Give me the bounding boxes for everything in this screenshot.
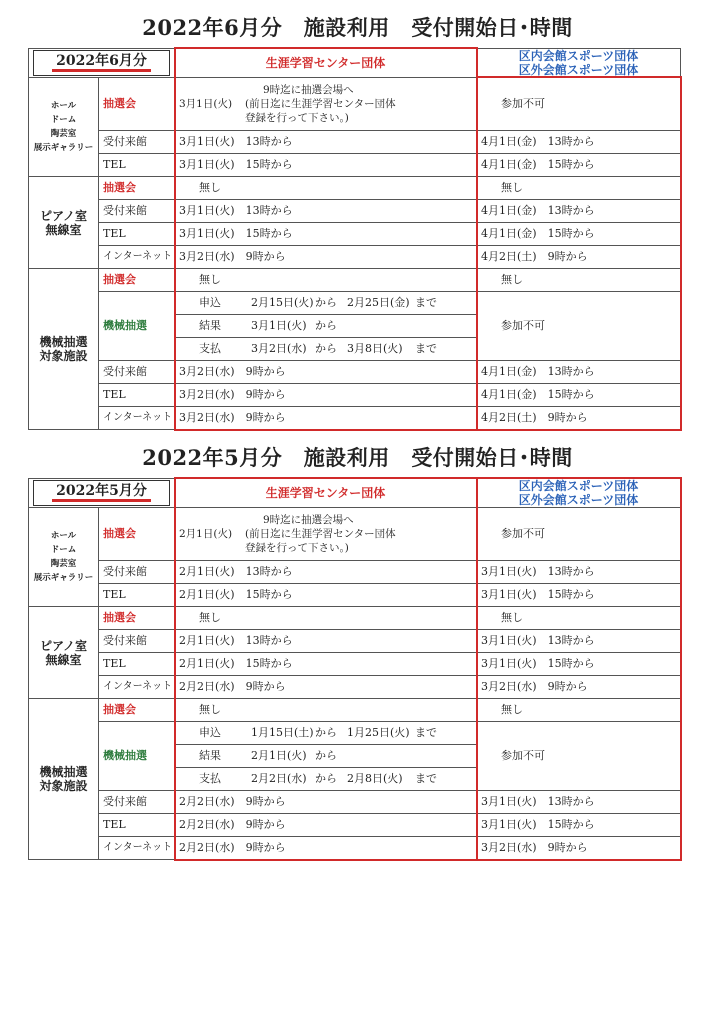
lottery-note-line: 登録を行って下さい。) [245,542,349,554]
table-header-row [29,49,681,78]
table-row [29,246,681,269]
internet-center-cell: 2月2日(水) 9時から [175,837,477,860]
payment-until: まで [415,772,437,785]
row-label-tel: TEL [99,154,175,177]
row-label-tel: TEL [99,223,175,246]
table-row [29,200,681,223]
month-cell [29,49,175,78]
apply-period-cell [175,722,477,745]
internet-other-cell: 3月2日(水) 9時から [477,676,681,699]
table-header-row [29,479,681,508]
header-center-group: 生涯学習センター団体 [175,479,477,508]
header-center-group: 生涯学習センター団体 [175,49,477,78]
result-label: 結果 [199,749,221,762]
facility-name: 無線室 [45,652,82,667]
page-title: 2022年5月分 施設利用 受付開始日･時間 [142,445,573,470]
header-ward-out: 区外会館スポーツ団体 [518,63,639,77]
lottery-center-cell: 無し [175,269,477,292]
facility-name: ピアノ室 [39,638,88,653]
lottery-other-cell: 無し [477,699,681,722]
row-label-visit: 受付来館 [99,791,175,814]
facility-name: 無線室 [45,222,82,237]
payment-end: 3月8日(火) [347,342,403,355]
facility-name: ドーム [50,115,77,125]
payment-period-cell [175,338,477,361]
row-label-tel: TEL [99,584,175,607]
tel-center-cell: 3月2日(水) 9時から [175,384,477,407]
table-row [29,837,681,860]
schedule-section [0,8,715,430]
lottery-center-cell [175,78,477,131]
tel-other-cell: 4月1日(金) 15時から [477,384,681,407]
row-label-lottery: 抽選会 [99,607,175,630]
row-label-internet: インターネット [99,407,175,430]
facility-name: ホール [50,101,77,111]
internet-other-cell: 4月2日(土) 9時から [477,407,681,430]
facility-name: 機械抽選 [39,335,88,349]
facility-name: 対象施設 [39,779,88,793]
row-label-lottery: 抽選会 [99,699,175,722]
facility-hall-group [29,508,99,607]
table-row [29,676,681,699]
machine-other-cell: 参加不可 [477,292,681,361]
visit-center-cell: 2月2日(水) 9時から [175,791,477,814]
table-row [29,699,681,722]
tel-center-cell: 3月1日(火) 15時から [175,154,477,177]
visit-center-cell: 3月1日(火) 13時から [175,131,477,154]
lottery-other-cell: 無し [477,607,681,630]
row-label-internet: インターネット [99,676,175,699]
lottery-center-cell: 無し [175,699,477,722]
result-from: から [315,319,337,332]
lottery-note-line: (前日迄に生涯学習センター団体 [245,98,396,110]
apply-end: 2月25日(金) [347,296,410,309]
facility-hall-group [29,78,99,177]
facility-piano-group [29,607,99,699]
result-label: 結果 [199,319,221,332]
row-label-visit: 受付来館 [99,561,175,584]
tel-center-cell: 2月2日(水) 9時から [175,814,477,837]
result-date: 2月1日(火) [251,749,307,762]
header-sports-groups [477,49,681,78]
row-label-visit: 受付来館 [99,361,175,384]
header-sports-groups [477,479,681,508]
payment-from: から [315,772,337,785]
row-label-lottery: 抽選会 [99,269,175,292]
facility-machine-group [29,699,99,860]
apply-until: まで [415,296,437,309]
visit-other-cell: 4月1日(金) 13時から [477,361,681,384]
lottery-date: 3月1日(火) [179,98,233,110]
facility-name: ドーム [50,545,77,555]
facility-name: 陶芸室 [50,129,77,139]
lottery-other-cell: 参加不可 [477,508,681,561]
table-row [29,653,681,676]
internet-other-cell: 3月2日(水) 9時から [477,837,681,860]
schedule-table [28,478,681,860]
lottery-other-cell: 参加不可 [477,78,681,131]
visit-center-cell: 3月1日(火) 13時から [175,200,477,223]
row-label-machine-lottery: 機械抽選 [99,722,175,791]
table-row [29,177,681,200]
table-row [29,384,681,407]
apply-from: から [315,296,337,309]
apply-until: まで [415,726,437,739]
header-ward-out: 区外会館スポーツ団体 [518,493,639,507]
apply-period-cell [175,292,477,315]
apply-start: 1月15日(土) [251,726,314,739]
payment-period-cell [175,768,477,791]
facility-name: 展示ギャラリー [33,143,94,153]
row-label-visit: 受付来館 [99,200,175,223]
tel-center-cell: 2月1日(火) 15時から [175,584,477,607]
table-row [29,607,681,630]
row-label-lottery: 抽選会 [99,508,175,561]
internet-center-cell: 3月2日(水) 9時から [175,246,477,269]
lottery-note-line: 登録を行って下さい。) [245,112,349,124]
tel-other-cell: 3月1日(火) 15時から [477,814,681,837]
page-title: 2022年6月分 施設利用 受付開始日･時間 [142,15,573,40]
table-row [29,361,681,384]
row-label-tel: TEL [99,814,175,837]
facility-name: ピアノ室 [39,208,88,223]
facility-name: 展示ギャラリー [33,573,94,583]
table-row [29,154,681,177]
lottery-note-line: 9時迄に抽選会場へ [263,514,354,526]
visit-other-cell: 4月1日(金) 13時から [477,200,681,223]
month-label: 2022年5月分 [52,484,151,502]
lottery-other-cell: 無し [477,177,681,200]
lottery-center-cell: 無し [175,607,477,630]
internet-other-cell: 4月2日(土) 9時から [477,246,681,269]
table-row [29,791,681,814]
tel-other-cell: 4月1日(金) 15時から [477,154,681,177]
apply-label: 申込 [199,726,221,739]
payment-label: 支払 [199,342,221,355]
payment-from: から [315,342,337,355]
table-row [29,78,681,131]
facility-machine-group [29,269,99,430]
payment-start: 3月2日(水) [251,342,307,355]
month-label: 2022年6月分 [52,54,151,72]
row-label-internet: インターネット [99,246,175,269]
payment-label: 支払 [199,772,221,785]
payment-start: 2月2日(水) [251,772,307,785]
row-label-machine-lottery: 機械抽選 [99,292,175,361]
result-cell [175,745,477,768]
lottery-center-cell [175,508,477,561]
row-label-lottery: 抽選会 [99,78,175,131]
machine-other-cell: 参加不可 [477,722,681,791]
header-ward-in: 区内会館スポーツ団体 [518,479,639,493]
visit-other-cell: 3月1日(火) 13時から [477,561,681,584]
table-row [29,269,681,292]
tel-center-cell: 3月1日(火) 15時から [175,223,477,246]
result-from: から [315,749,337,762]
visit-other-cell: 4月1日(金) 13時から [477,131,681,154]
table-row [29,131,681,154]
tel-other-cell: 3月1日(火) 15時から [477,653,681,676]
payment-until: まで [415,342,437,355]
visit-center-cell: 3月2日(水) 9時から [175,361,477,384]
lottery-note-line: (前日迄に生涯学習センター団体 [245,528,396,540]
table-row [29,584,681,607]
internet-center-cell: 2月2日(水) 9時から [175,676,477,699]
row-label-tel: TEL [99,384,175,407]
facility-name: 対象施設 [39,349,88,363]
schedule-table [28,48,681,430]
facility-name: ホール [50,531,77,541]
table-row [29,561,681,584]
schedule-section [0,438,715,860]
payment-end: 2月8日(火) [347,772,403,785]
internet-center-cell: 3月2日(水) 9時から [175,407,477,430]
table-row [29,814,681,837]
apply-label: 申込 [199,296,221,309]
table-row [29,407,681,430]
visit-other-cell: 3月1日(火) 13時から [477,630,681,653]
table-row [29,292,681,315]
apply-from: から [315,726,337,739]
visit-other-cell: 3月1日(火) 13時から [477,791,681,814]
header-ward-in: 区内会館スポーツ団体 [518,49,639,63]
facility-name: 陶芸室 [50,559,77,569]
visit-center-cell: 2月1日(火) 13時から [175,630,477,653]
lottery-center-cell: 無し [175,177,477,200]
tel-center-cell: 2月1日(火) 15時から [175,653,477,676]
row-label-tel: TEL [99,653,175,676]
table-row [29,630,681,653]
tel-other-cell: 3月1日(火) 15時から [477,584,681,607]
row-label-visit: 受付来館 [99,131,175,154]
table-row [29,508,681,561]
apply-end: 1月25日(火) [347,726,410,739]
facility-piano-group [29,177,99,269]
result-date: 3月1日(火) [251,319,307,332]
result-cell [175,315,477,338]
row-label-lottery: 抽選会 [99,177,175,200]
tel-other-cell: 4月1日(金) 15時から [477,223,681,246]
month-cell [29,479,175,508]
lottery-other-cell: 無し [477,269,681,292]
apply-start: 2月15日(火) [251,296,314,309]
table-row [29,722,681,745]
facility-name: 機械抽選 [39,765,88,779]
visit-center-cell: 2月1日(火) 13時から [175,561,477,584]
row-label-internet: インターネット [99,837,175,860]
table-row [29,223,681,246]
lottery-date: 2月1日(火) [179,528,233,540]
lottery-note-line: 9時迄に抽選会場へ [263,84,354,96]
row-label-visit: 受付来館 [99,630,175,653]
